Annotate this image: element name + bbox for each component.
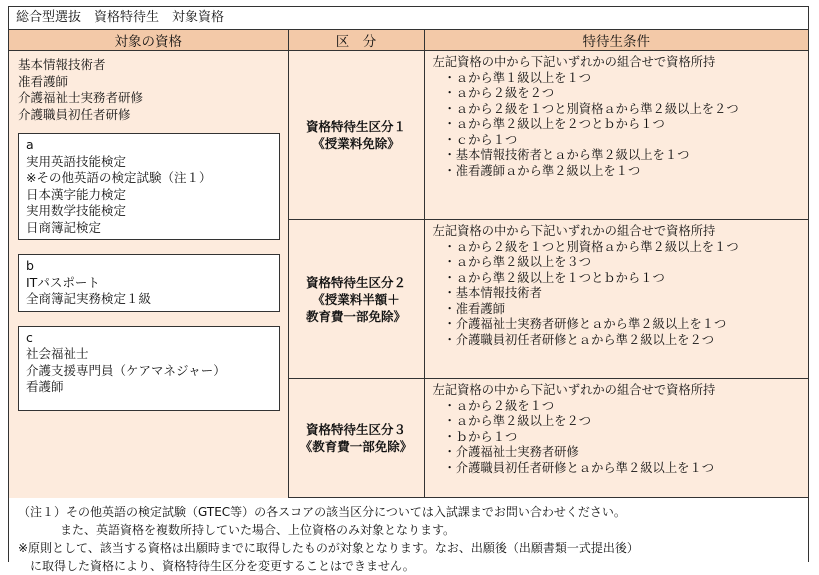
qual-group-a-item: 日商簿記検定 (26, 219, 102, 235)
condition-item: ・介護職員初任者研修とａから準２級以上を１つ (443, 460, 715, 475)
condition-item: ・介護福祉士実務者研修とａから準２級以上を１つ (443, 317, 727, 331)
qual-group-a-item: 日本漢字能力検定 (26, 186, 127, 202)
qual-general-item: 介護職員初任者研修 (18, 106, 131, 122)
category-2-benefit-cont: 教育費一部免除》 (305, 308, 406, 324)
qual-group-b-item: 全商簿記実務検定１級 (26, 291, 152, 306)
condition-item: ・介護福祉士実務者研修 (443, 445, 579, 459)
table-title: 総合型選抜 資格特待生 対象資格 (9, 7, 808, 30)
qual-general-item: 介護福祉士実務者研修 (18, 90, 144, 105)
qual-group-c-item: 介護支援専門員（ケアマネジャー） (26, 362, 226, 378)
qual-group-a-box (18, 133, 280, 240)
header-qualifications: 対象の資格 (9, 30, 288, 51)
condition-item: ・ｂから１つ (443, 429, 518, 444)
category-3-conditions (424, 379, 808, 498)
header-row (9, 30, 808, 51)
note-2: ※原則として、該当する資格は出願時までに取得したものが対象となります。なお、出願後（出願書類一式提出後） (18, 541, 639, 555)
condition-item: ・ａから準２級以上を２つ (443, 414, 592, 428)
condition-item: ・ａから準２級以上を１つとｂから１つ (443, 270, 665, 285)
condition-item: ・ａから２級を１つ (443, 398, 555, 413)
category-2-name: 資格特待生区分２ (305, 274, 406, 290)
category-1-name: 資格特待生区分１ (305, 119, 406, 134)
category-1-benefit: 《授業料免除》 (312, 136, 400, 151)
category-3-benefit: 《教育費一部免除》 (299, 439, 413, 454)
condition-item: ・ａから２級を１つと別資格ａから準２級以上を１つ (443, 239, 739, 254)
condition-item: ・基本情報技術者 (443, 286, 542, 300)
qual-group-b-label: b (26, 258, 34, 273)
qual-group-a-item: 実用数学技能検定 (26, 203, 127, 218)
condition-lead: 左記資格の中から下記いずれかの組合せで資格所持 (432, 383, 716, 397)
condition-item: ・ａから準１級以上を１つ (443, 70, 592, 85)
qual-group-c-item: 看護師 (26, 379, 64, 394)
qual-group-a-item: ※その他英語の検定試験（注１） (26, 170, 212, 185)
condition-item: ・准看護師ａから準２級以上を１つ (443, 163, 641, 178)
condition-item: ・ａから２級を１つと別資格ａから準２級以上を２つ (443, 101, 739, 116)
qual-general-item: 准看護師 (18, 73, 69, 89)
condition-lead: 左記資格の中から下記いずれかの組合せで資格所持 (432, 55, 716, 69)
condition-item: ・ｃから１つ (443, 132, 518, 147)
condition-item: ・基本情報技術者とａから準２級以上を１つ (443, 148, 690, 162)
qual-group-b-item: ITパスポート (26, 274, 100, 290)
note-1: （注１）その他英語の検定試験（GTEC等）の各スコアの該当区分については入試課までお問い合わせください。 (18, 505, 626, 519)
category-row-1 (9, 51, 808, 220)
condition-item: ・准看護師 (443, 301, 505, 316)
qual-general-item: 基本情報技術者 (18, 57, 106, 72)
header-conditions: 特待生条件 (424, 30, 808, 51)
note-2-continued: に取得した資格により、資格特待生区分を変更することはできません。 (30, 559, 415, 573)
condition-item: ・ａから準２級以上を２つとｂから１つ (443, 117, 665, 131)
category-3-cell (288, 379, 424, 498)
condition-item: ・ａから２級を２つ (443, 86, 555, 100)
header-category: 区 分 (288, 30, 424, 51)
qualification-table (9, 30, 808, 498)
note-1-continued: また、英語資格を複数所持していた場合、上位資格のみ対象となります。 (60, 523, 456, 537)
category-3-name: 資格特待生区分３ (305, 422, 406, 437)
category-2-cell (288, 220, 424, 379)
category-2-conditions (424, 220, 808, 379)
condition-lead: 左記資格の中から下記いずれかの組合せで資格所持 (432, 224, 716, 238)
category-1-conditions (424, 51, 808, 220)
qual-group-a-item: 実用英語技能検定 (26, 153, 127, 169)
condition-item: ・介護職員初任者研修とａから準２級以上を２つ (443, 332, 715, 347)
qual-group-a-label: a (26, 137, 34, 152)
qual-group-c-label: c (26, 329, 33, 345)
category-1-cell (288, 51, 424, 220)
condition-item: ・ａから準２級以上を３つ (443, 255, 592, 269)
qualification-table-frame (8, 6, 809, 573)
qualification-list-cell (9, 51, 288, 498)
qual-group-b-box (18, 254, 280, 312)
category-2-benefit: 《授業料半額＋ (312, 291, 400, 307)
qual-group-c-box (18, 326, 280, 411)
notes-section (9, 498, 808, 575)
qual-group-c-item: 社会福祉士 (26, 346, 89, 361)
